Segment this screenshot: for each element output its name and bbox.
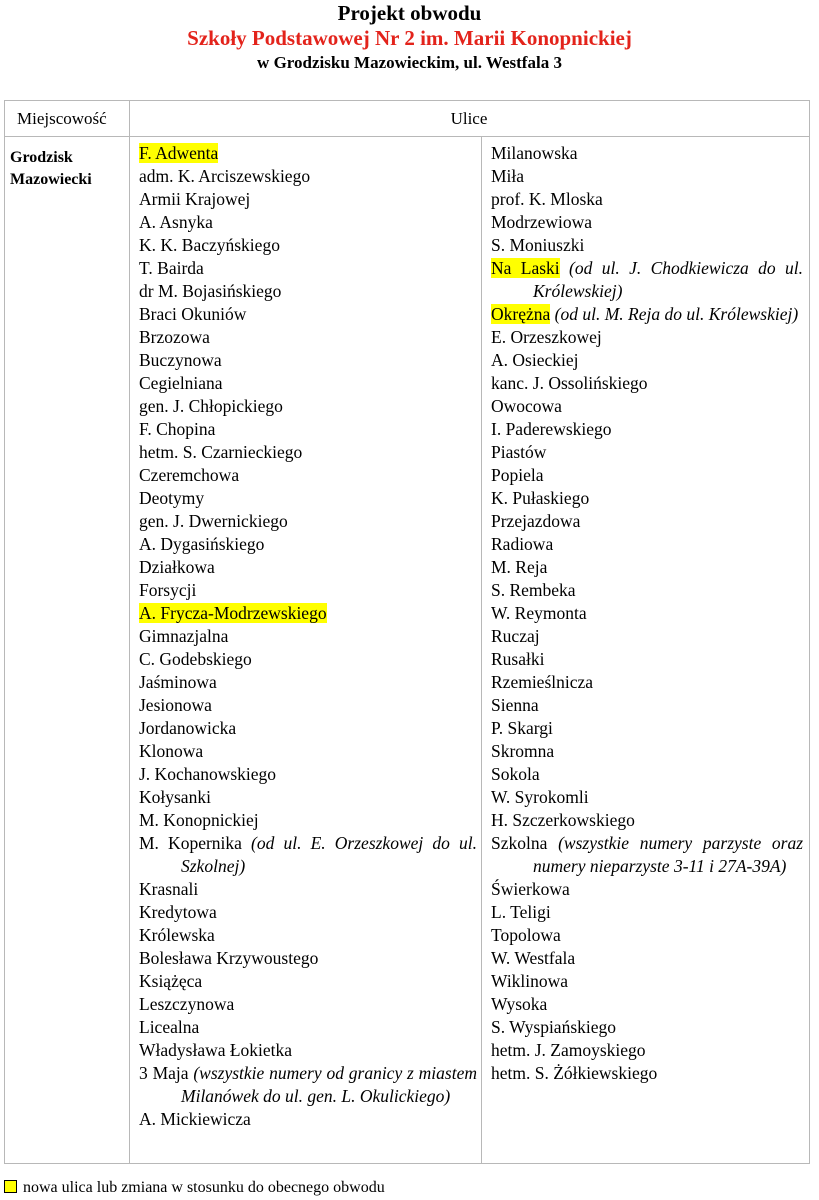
street-item bbox=[491, 1062, 803, 1085]
street-item bbox=[139, 832, 477, 878]
street-item bbox=[491, 326, 803, 349]
street-name: K. K. Baczyńskiego bbox=[139, 235, 280, 255]
street-item bbox=[491, 809, 803, 832]
street-item bbox=[139, 648, 477, 671]
street-item bbox=[491, 487, 803, 510]
street-item bbox=[491, 188, 803, 211]
street-item bbox=[139, 487, 477, 510]
street-item bbox=[139, 763, 477, 786]
street-item bbox=[491, 878, 803, 901]
street-name: M. Konopnickiej bbox=[139, 810, 259, 830]
street-item bbox=[491, 142, 803, 165]
street-item bbox=[491, 740, 803, 763]
street-name: Leszczynowa bbox=[139, 994, 235, 1014]
street-name: Bolesława Krzywoustego bbox=[139, 948, 319, 968]
street-item bbox=[491, 579, 803, 602]
street-name: C. Godebskiego bbox=[139, 649, 252, 669]
street-range-note: (wszystkie numery parzyste oraz numery nieparzyste 3-11 i 27A-39A) bbox=[533, 833, 804, 876]
street-item bbox=[139, 188, 477, 211]
street-name: A. Asnyka bbox=[139, 212, 213, 232]
street-item bbox=[491, 694, 803, 717]
street-name: Kołysanki bbox=[139, 787, 211, 807]
street-item bbox=[139, 878, 477, 901]
street-name: gen. J. Dwernickiego bbox=[139, 511, 288, 531]
street-name: Rusałki bbox=[491, 649, 545, 669]
street-name: Milanowska bbox=[491, 143, 578, 163]
street-name: Miła bbox=[491, 166, 525, 186]
street-name: Radiowa bbox=[491, 534, 554, 554]
street-name: Gimnazjalna bbox=[139, 626, 229, 646]
street-name: Czeremchowa bbox=[139, 465, 240, 485]
street-name: Królewska bbox=[139, 925, 215, 945]
column-divider-town bbox=[129, 101, 130, 1163]
street-item bbox=[491, 993, 803, 1016]
street-name: Skromna bbox=[491, 741, 555, 761]
street-item bbox=[491, 671, 803, 694]
street-item bbox=[139, 372, 477, 395]
town-name: Grodzisk Mazowiecki bbox=[10, 149, 92, 188]
street-name: hetm. S. Czarnieckiego bbox=[139, 442, 303, 462]
street-item bbox=[491, 510, 803, 533]
street-item bbox=[139, 1062, 477, 1108]
street-name: M. Reja bbox=[491, 557, 548, 577]
street-name: S. Rembeka bbox=[491, 580, 576, 600]
street-name: H. Szczerkowskiego bbox=[491, 810, 635, 830]
street-name: A. Dygasińskiego bbox=[139, 534, 265, 554]
street-item bbox=[491, 165, 803, 188]
street-item bbox=[491, 533, 803, 556]
school-address: w Grodzisku Mazowieckim, ul. Westfala 3 bbox=[257, 53, 562, 72]
street-item bbox=[139, 303, 477, 326]
street-name: kanc. J. Ossolińskiego bbox=[491, 373, 648, 393]
street-name: Topolowa bbox=[491, 925, 561, 945]
street-name: W. Reymonta bbox=[491, 603, 587, 623]
street-range-note: (od ul. J. Chodkiewicza do ul. Królewskiej) bbox=[533, 258, 803, 301]
street-item bbox=[139, 257, 477, 280]
header-streets: Ulice bbox=[450, 109, 488, 128]
street-item bbox=[139, 418, 477, 441]
legend bbox=[4, 1178, 385, 1198]
street-item bbox=[139, 671, 477, 694]
street-item bbox=[491, 257, 803, 303]
school-name: Szkoły Podstawowej Nr 2 im. Marii Konopnickiej bbox=[187, 26, 632, 50]
street-name: hetm. J. Zamoyskiego bbox=[491, 1040, 646, 1060]
street-item bbox=[491, 786, 803, 809]
street-name: Modrzewiowa bbox=[491, 212, 593, 232]
street-item bbox=[139, 395, 477, 418]
street-item bbox=[139, 809, 477, 832]
street-range-note: (od ul. M. Reja do ul. Królewskiej) bbox=[554, 304, 799, 324]
street-item bbox=[139, 993, 477, 1016]
street-name: prof. K. Mloska bbox=[491, 189, 603, 209]
street-item bbox=[491, 970, 803, 993]
street-name: Klonowa bbox=[139, 741, 204, 761]
street-item bbox=[139, 349, 477, 372]
street-name: Szkolna bbox=[491, 833, 548, 853]
highlight-swatch-icon bbox=[4, 1180, 17, 1193]
street-name: dr M. Bojasińskiego bbox=[139, 281, 282, 301]
street-name: W. Westfala bbox=[491, 948, 576, 968]
street-name: S. Wyspiańskiego bbox=[491, 1017, 617, 1037]
header-town: Miejscowość bbox=[17, 109, 107, 128]
street-name: hetm. S. Żółkiewskiego bbox=[491, 1063, 658, 1083]
street-item bbox=[491, 441, 803, 464]
street-name: P. Skargi bbox=[491, 718, 553, 738]
street-name: Cegielniana bbox=[139, 373, 223, 393]
street-name: Działkowa bbox=[139, 557, 215, 577]
street-item bbox=[491, 648, 803, 671]
street-item bbox=[139, 464, 477, 487]
column-divider-streets bbox=[481, 136, 482, 1163]
street-item bbox=[139, 1039, 477, 1062]
street-name: L. Teligi bbox=[491, 902, 551, 922]
streets-column-right bbox=[491, 142, 803, 1085]
street-name: F. Adwenta bbox=[139, 143, 219, 163]
street-name: A. Frycza-Modrzewskiego bbox=[139, 603, 327, 623]
street-item bbox=[491, 303, 803, 326]
street-name: Ruczaj bbox=[491, 626, 540, 646]
street-item bbox=[491, 901, 803, 924]
street-item bbox=[491, 832, 803, 878]
street-name: Jaśminowa bbox=[139, 672, 217, 692]
street-item bbox=[139, 326, 477, 349]
street-name: Władysława Łokietka bbox=[139, 1040, 293, 1060]
street-item bbox=[139, 740, 477, 763]
street-item bbox=[491, 395, 803, 418]
street-item bbox=[139, 234, 477, 257]
street-item bbox=[491, 1016, 803, 1039]
street-item bbox=[139, 556, 477, 579]
street-name: gen. J. Chłopickiego bbox=[139, 396, 283, 416]
street-name: I. Paderewskiego bbox=[491, 419, 612, 439]
street-item bbox=[139, 510, 477, 533]
street-name: Wysoka bbox=[491, 994, 548, 1014]
street-item bbox=[139, 694, 477, 717]
street-item bbox=[491, 372, 803, 395]
street-item bbox=[491, 418, 803, 441]
street-item bbox=[139, 970, 477, 993]
street-name: Wiklinowa bbox=[491, 971, 569, 991]
street-name: Brzozowa bbox=[139, 327, 210, 347]
street-item bbox=[139, 533, 477, 556]
street-item bbox=[491, 349, 803, 372]
street-name: Okrężna bbox=[491, 304, 551, 324]
street-name: T. Bairda bbox=[139, 258, 204, 278]
street-name: Braci Okuniów bbox=[139, 304, 247, 324]
street-item bbox=[139, 924, 477, 947]
street-item bbox=[491, 556, 803, 579]
street-item bbox=[491, 464, 803, 487]
street-item bbox=[491, 1039, 803, 1062]
street-item bbox=[139, 947, 477, 970]
street-name: Owocowa bbox=[491, 396, 562, 416]
street-range-note: (wszystkie numery od granicy z miastem Milanówek do ul. gen. L. Okulickiego) bbox=[181, 1063, 477, 1106]
street-name: adm. K. Arciszewskiego bbox=[139, 166, 311, 186]
street-item bbox=[491, 602, 803, 625]
street-name: Świerkowa bbox=[491, 879, 570, 899]
legend-text: nowa ulica lub zmiana w stosunku do obecnego obwodu bbox=[23, 1179, 385, 1196]
street-name: Jesionowa bbox=[139, 695, 212, 715]
street-item bbox=[139, 211, 477, 234]
street-range-note: (od ul. E. Orzeszkowej do ul. Szkolnej) bbox=[181, 833, 477, 876]
street-item bbox=[491, 717, 803, 740]
street-item bbox=[139, 165, 477, 188]
district-table bbox=[4, 100, 810, 1164]
street-name: Rzemieślnicza bbox=[491, 672, 594, 692]
street-item bbox=[139, 579, 477, 602]
street-name: F. Chopina bbox=[139, 419, 216, 439]
street-name: Jordanowicka bbox=[139, 718, 237, 738]
street-item bbox=[491, 924, 803, 947]
street-item bbox=[139, 142, 477, 165]
street-name: 3 Maja bbox=[139, 1063, 189, 1083]
street-name: Popiela bbox=[491, 465, 544, 485]
street-name: Armii Krajowej bbox=[139, 189, 251, 209]
header-divider bbox=[5, 136, 809, 137]
street-item bbox=[139, 625, 477, 648]
street-item bbox=[139, 901, 477, 924]
street-name: Książęca bbox=[139, 971, 203, 991]
street-name: J. Kochanowskiego bbox=[139, 764, 277, 784]
street-item bbox=[139, 441, 477, 464]
street-item bbox=[491, 234, 803, 257]
street-name: Sienna bbox=[491, 695, 539, 715]
street-item bbox=[491, 625, 803, 648]
street-name: Przejazdowa bbox=[491, 511, 581, 531]
street-item bbox=[491, 763, 803, 786]
street-name: Krasnali bbox=[139, 879, 199, 899]
street-name: K. Pułaskiego bbox=[491, 488, 590, 508]
street-item bbox=[139, 280, 477, 303]
street-name: A. Osieckiej bbox=[491, 350, 579, 370]
street-name: M. Kopernika bbox=[139, 833, 242, 853]
street-name: Sokola bbox=[491, 764, 540, 784]
street-name: Licealna bbox=[139, 1017, 200, 1037]
street-item bbox=[139, 717, 477, 740]
page-title: Projekt obwodu bbox=[337, 1, 482, 25]
street-item bbox=[491, 947, 803, 970]
street-name: Buczynowa bbox=[139, 350, 222, 370]
streets-column-left bbox=[139, 142, 477, 1131]
street-name: Kredytowa bbox=[139, 902, 217, 922]
street-name: Na Laski bbox=[491, 258, 560, 278]
street-name: A. Mickiewicza bbox=[139, 1109, 251, 1129]
street-name: W. Syrokomli bbox=[491, 787, 589, 807]
street-item bbox=[491, 211, 803, 234]
street-name: Piastów bbox=[491, 442, 547, 462]
street-item bbox=[139, 1108, 477, 1131]
street-name: S. Moniuszki bbox=[491, 235, 585, 255]
street-item bbox=[139, 1016, 477, 1039]
street-name: Deotymy bbox=[139, 488, 205, 508]
street-item bbox=[139, 602, 477, 625]
street-name: Forsycji bbox=[139, 580, 197, 600]
street-name: E. Orzeszkowej bbox=[491, 327, 602, 347]
street-item bbox=[139, 786, 477, 809]
